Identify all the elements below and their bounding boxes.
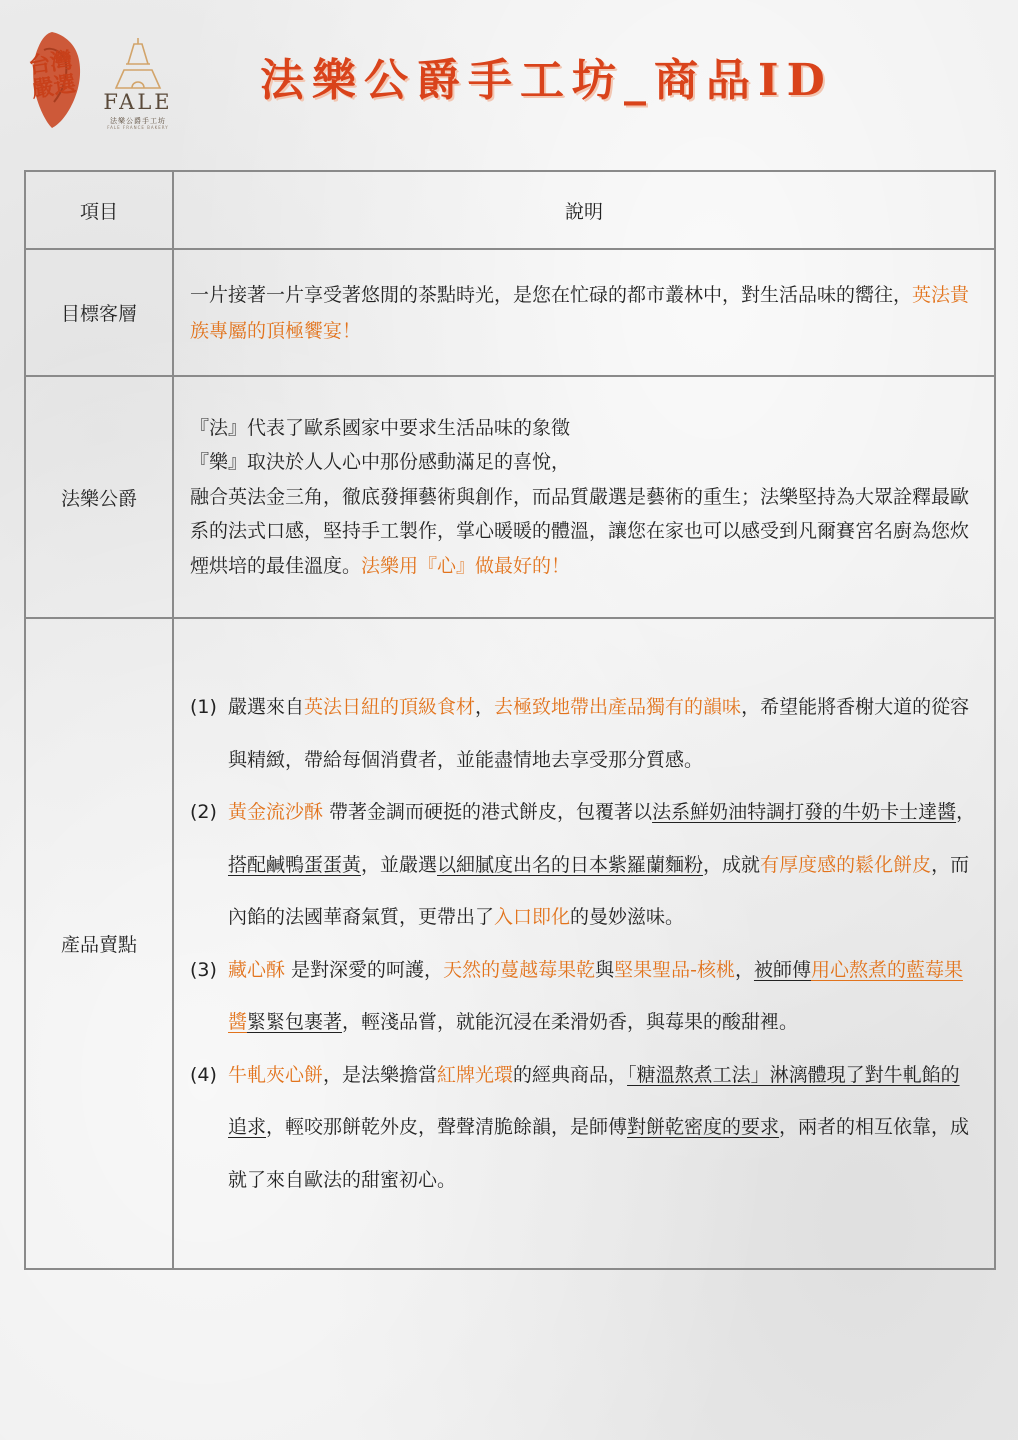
fale-subtitle-cn: 法樂公爵手工坊 (110, 117, 166, 125)
table-row-target (25, 249, 995, 376)
product-name-hidden-heart: 藏心酥 (228, 958, 286, 981)
underline-custard: 法系鮮奶油特調打發的牛奶卡士達醬 (652, 801, 957, 823)
taiwan-logo-text: 台灣嚴選 (26, 47, 78, 103)
highlight-ingredients: 英法日紐的頂級食材 (304, 696, 476, 718)
underline-density: 對餅乾密度的要求 (627, 1116, 780, 1138)
selling-points-list (190, 681, 978, 1206)
highlight-blueberry-jam: 用心熬煮的藍莓果醬 (228, 958, 963, 1033)
selling-point-1: (1) 嚴選來自英法日紐的頂級食材，去極致地帶出產品獨有的韻味，希望能將香榭大道的從容與精緻，帶給每個消費者，並能盡情地去享受那分質感。 (190, 681, 978, 786)
page-title: 法樂公爵手工坊_商品ID (260, 55, 833, 106)
header-item: 項目 (25, 171, 173, 249)
header-description: 說明 (173, 171, 995, 249)
desc-target (173, 249, 995, 376)
highlight-walnut: 堅果聖品-核桃 (614, 958, 735, 981)
underline-sugar-method: 「糖溫熬煮工法」淋漓體現了對牛軋餡的追求 (228, 1063, 960, 1138)
label-target: 目標客層 (25, 249, 173, 376)
fale-wordmark: FALE (103, 90, 173, 114)
point-number: (3) (190, 958, 217, 981)
fale-subtitle-en: FALE FRANCE BAKERY (107, 125, 169, 130)
table-row-selling (25, 618, 995, 1269)
selling-point-4: (4) 牛軋夾心餅，是法樂擔當紅牌光環的經典商品，「糖溫熬煮工法」淋漓體現了對牛軋餡的追求，輕咬那餅乾外皮，聲聲清脆餘韻，是師傅對餅乾密度的要求，兩者的相互依靠，成就了來自歐法的甜蜜初心。 (190, 1049, 978, 1207)
product-id-table (24, 170, 996, 1270)
label-selling: 產品賣點 (25, 618, 173, 1269)
product-name-golden-custard: 黃金流沙酥 (228, 801, 324, 823)
highlight-cranberry: 天然的蔓越莓果乾 (443, 958, 596, 981)
point-number: (4) (190, 1063, 217, 1086)
highlight-red-card: 紅牌光環 (437, 1063, 514, 1086)
highlight-crust: 有厚度感的鬆化餅皮 (760, 853, 932, 876)
selling-point-3: (3) 藏心酥 是對深愛的呵護，天然的蔓越莓果乾與堅果聖品-核桃，被師傅用心熬煮的藍莓果醬緊緊包裹著，輕淺品嘗，就能沉浸在柔滑奶香，與莓果的酸甜裡。 (190, 944, 978, 1049)
underline-egg-yolk: 搭配鹹鴨蛋蛋黃 (228, 853, 362, 876)
highlight-flavor: 去極致地帶出產品獨有的韻味 (494, 696, 742, 718)
point-number: (2) (190, 801, 217, 823)
underline-wrapped: 緊緊包裹著 (247, 1011, 343, 1033)
target-highlight: 英法貴族專屬的頂極饗宴！ (190, 283, 970, 342)
brand-line-2: 『樂』取決於人人心中那份感動滿足的喜悅， (190, 451, 571, 474)
fale-logo (98, 36, 178, 128)
underline-flour: 以細膩度出名的日本紫羅蘭麵粉 (437, 853, 704, 876)
page-header (0, 0, 1018, 160)
brand-text: 融合英法金三角，徹底發揮藝術與創作，而品質嚴選是藝術的重生；法樂堅持為大眾詮釋最歐系的法式口感，堅持手工製作，掌心暖暖的體溫，讓您在家也可以感受到凡爾賽宮名廚為您炊煙烘培的最佳溫度。 (190, 485, 970, 577)
table-header-row (25, 171, 995, 249)
point-number: (1) (190, 696, 217, 718)
target-text: 一片接著一片享受著悠閒的茶點時光，是您在忙碌的都市叢林中，對生活品味的嚮往， (190, 283, 913, 306)
brand-highlight: 法樂用『心』做最好的！ (361, 554, 571, 577)
desc-brand (173, 376, 995, 618)
table-row-brand (25, 376, 995, 618)
label-brand: 法樂公爵 (25, 376, 173, 618)
underline-master: 被師傅 (753, 958, 811, 981)
highlight-melt: 入口即化 (494, 906, 571, 928)
eiffel-tower-icon (98, 36, 178, 90)
selling-point-2: (2) 黃金流沙酥 帶著金調而硬挺的港式餅皮，包覆著以法系鮮奶油特調打發的牛奶卡士達醬，搭配鹹鴨蛋蛋黃，並嚴選以細膩度出名的日本紫羅蘭麵粉，成就有厚度感的鬆化餅皮，而內餡的法國華裔氣質，更帶出了入口即化的曼妙滋味。 (190, 786, 978, 944)
desc-selling (173, 618, 995, 1269)
brand-line-1: 『法』代表了歐系國家中要求生活品味的象徵 (190, 416, 571, 439)
product-name-nougat: 牛軋夾心餅 (228, 1063, 324, 1086)
